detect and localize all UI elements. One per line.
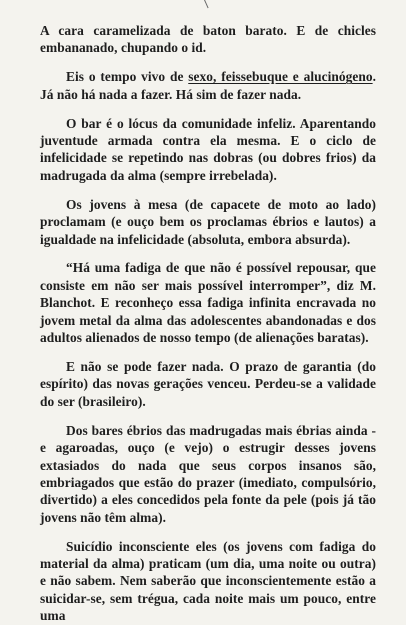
scan-mark [204, 0, 209, 8]
paragraph-2-start: Eis o tempo vivo de [66, 69, 189, 85]
paragraph-6: E não se pode fazer nada. O prazo de garantia (do espírito) das novas gerações venceu. Perdeu-se a validade do ser (brasileiro). [40, 359, 376, 409]
paragraph-2-end: . Já não há nada a fazer. Há sim de fazer nada. [40, 69, 376, 102]
paragraph-4: Os jovens à mesa (de capacete de moto ao lado) proclamam (e ouço bem os proclamas ébrios e lautos) a igualdade na infelicidade (absoluta, embora absurda). [40, 196, 376, 247]
paragraph-1: A cara caramelizada de baton barato. E de chicles embananado, chupando o id. [40, 23, 376, 56]
paragraph-5: “Há uma fadiga de que não é possível repousar, que consiste em não ser mais possível interromper”, diz M. Blanchot. E reconheço essa fadiga infinita encravada no jovem metal da alma das adolescentes abandonadas e dos adultos alienados de nosso tempo (de alienações baratas). [40, 260, 376, 346]
paragraph-3: O bar é o lócus da comunidade infeliz. Aparentando juventude armada contra ela mesma. E o ciclo de infelicidade se repetindo nas dobras (ou dobres frios) da madrugada da alma (sempre irrebelada). [40, 115, 376, 183]
paragraph-7: Dos bares ébrios das madrugadas mais ébrias ainda - e agaroadas, ouço (e vejo) o estrugir desses jovens extasiados do nada que seus corpos insanos são, embriagados que estão do prazer (imediato, compulsório, divertido) a eles concedidos pela fonte da pele (pois já tão jovens não têm alma). [40, 422, 376, 525]
paragraph-8: Suicídio inconsciente eles (os jovens com fadiga do material da alma) praticam (um dia, uma noite ou outra) e não sabem. Nem saberão que inconscientemente estão a suicidar-se, sem trégua, cada noite mais um pouco, entre uma [40, 538, 376, 624]
paragraph-2 [40, 68, 376, 103]
underlined-phrase: sexo, feissebuque e alucinógeno [188, 69, 373, 85]
